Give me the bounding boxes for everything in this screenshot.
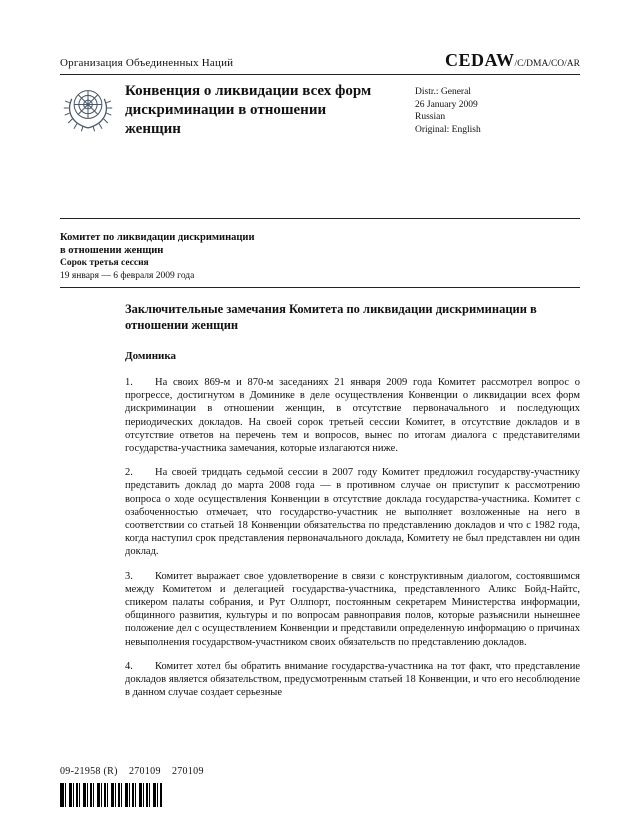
document-header [60, 50, 580, 71]
document-symbol-main: CEDAW [445, 50, 515, 70]
divider-lower [60, 287, 580, 288]
paragraph-1-text: На своих 869-м и 870-м заседаниях 21 января 2009 года Комитет рассмотрел вопрос о прогрессе, достигнутом в Доминике в деле осуществления Конвенции о ликвидации всех форм дискриминации в отношении женщин, в отсутствие первоначального и последующих периодических докладов. На своей сорок третьей сессии Комитет, в отсутствие докладов и в отсутствие ответов на перечень тем и вопросов, вынес по итогам диалога с представителями государства-участника замечания, которые излагаются ниже. [125, 377, 580, 455]
distribution-block [415, 86, 580, 136]
session-title: Сорок третья сессия [60, 258, 149, 268]
convention-title: Конвенция о ликвидации всех форм дискриминации в отношении женщин [125, 83, 372, 137]
paragraph-2-number: 2. [125, 467, 133, 479]
paragraph-4-number: 4. [125, 660, 133, 672]
document-symbol [445, 50, 580, 71]
organization-name: Организация Объединенных Наций [60, 57, 234, 69]
committee-block [60, 231, 400, 283]
barcode [60, 783, 162, 807]
paragraph-3-text: Комитет выражает свое удовлетворение в связи с конструктивным диалогом, состоявшимся между Комитетом и делегацией государства-участника, представленного Аликс Бойд-Найтс, спикером палаты собрания, и Рут Оллпорт, постоянным секретарем Министерства информации, общинного развития, культуры и по вопросам равноправия полов, которые разъяснили нынешнее положение дел с осуществлением Конвенции и представили определенную информацию о причинах невыполнения государством-участником своих обязательств по представлению докладов. [125, 570, 580, 648]
document-body [125, 301, 580, 710]
paragraph-3-number: 3. [125, 570, 133, 582]
committee-name-line2: в отношении женщин [60, 245, 164, 256]
distr-original: Original: English [415, 124, 481, 135]
session-dates: 19 января — 6 февраля 2009 года [60, 271, 195, 281]
paragraph-2-text: На своей тридцать седьмой сессии в 2007 году Комитет предложил государству-участнику представить доклад до марта 2008 года — в противном случае он приступит к рассмотрению вопроса о ходе осуществления Конвенции в отсутствие доклада государства-участника. Комитет с озабоченностью отмечает, что государство-участник не выполняет возложенные на него в соответствии со статьей 18 Конвенции обязательства по представлению докладов и что с 1982 года, когда наступил срок представления первоначального доклада, Комитету не был представлен ни один доклад. [125, 467, 580, 558]
paragraph-2 [125, 466, 580, 558]
distr-date: 26 January 2009 [415, 99, 478, 110]
divider-middle [60, 218, 580, 219]
paragraph-4 [125, 660, 580, 700]
committee-name-line1: Комитет по ликвидации дискриминации [60, 232, 255, 243]
main-heading: Заключительные замечания Комитета по ликвидации дискриминации в отношении женщин [125, 302, 537, 332]
paragraph-1-number: 1. [125, 377, 133, 388]
un-emblem-icon [62, 82, 114, 134]
paragraph-1 [125, 376, 580, 455]
paragraph-3 [125, 570, 580, 649]
document-symbol-suffix: /C/DMA/CO/AR [514, 59, 580, 69]
paragraph-4-text: Комитет хотел бы обратить внимание государства-участника на тот факт, что представление докладов является обязательством, предусмотренным статьей 18 Конвенции, и что его несоблюдение в данном случае создает серьезные [125, 660, 580, 699]
distr-language: Russian [415, 112, 446, 122]
country-heading: Доминика [125, 350, 177, 362]
document-reference-footer: 09-21958 (R) 270109 270109 [60, 766, 204, 777]
distr-type: Distr.: General [415, 87, 471, 97]
divider-top [60, 74, 580, 75]
